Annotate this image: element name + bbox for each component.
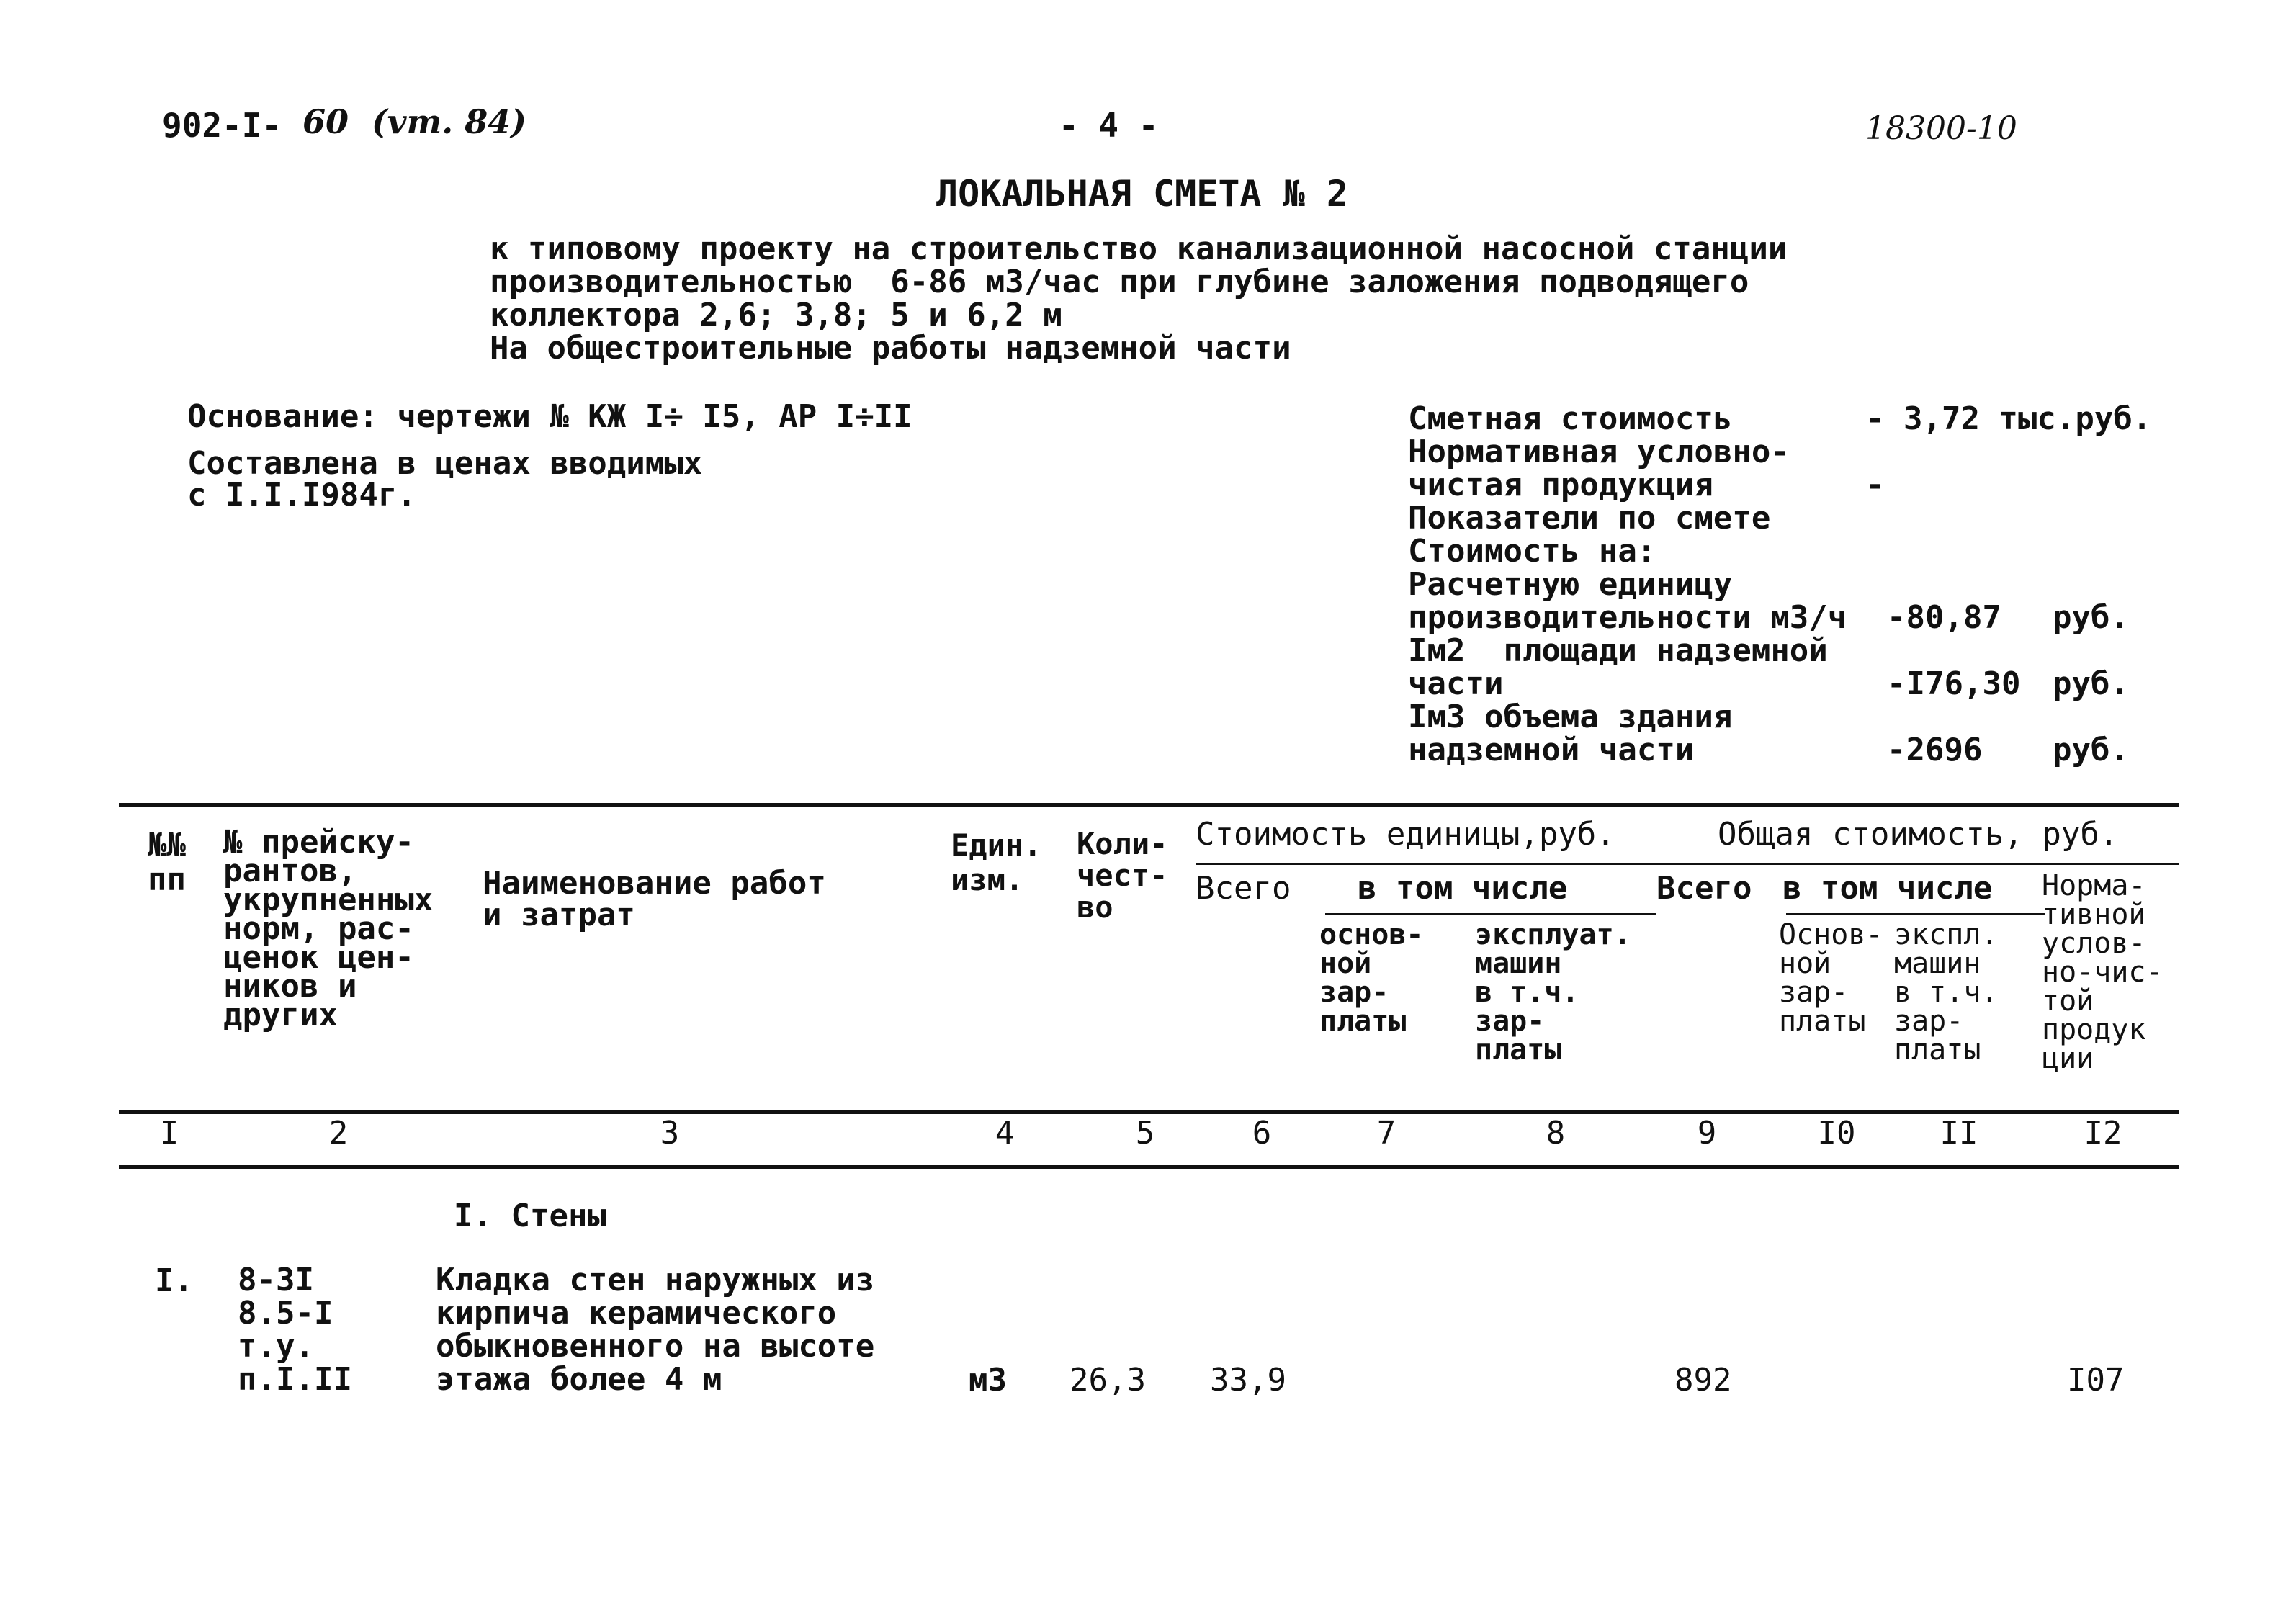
normative-label-1: Нормативная условно- <box>1408 434 1790 470</box>
header-total-cost-group: Общая стоимость, руб. <box>1718 816 2119 853</box>
title-line-4: На общестроительные работы надземной части <box>490 330 1291 367</box>
basis-prices-line-1: Составлена в ценах вводимых <box>187 445 703 482</box>
header-unit-cost-group: Стоимость единицы,руб. <box>1196 816 1615 853</box>
normative-value: - <box>1865 467 1885 503</box>
header-col-6: Всего <box>1196 870 1291 907</box>
column-number: 5 <box>1135 1115 1155 1152</box>
table-top-rule <box>119 803 2179 807</box>
sheet-number: 18300-10 <box>1865 110 2017 147</box>
row-price-code: 8-3I 8.5-I т.у. п.I.II <box>238 1262 352 1398</box>
column-number: 3 <box>660 1115 680 1152</box>
row-total-cost: 892 <box>1674 1362 1732 1399</box>
column-number: 4 <box>995 1115 1015 1152</box>
estimated-cost-label: Сметная стоимость <box>1408 400 1733 437</box>
section-title: I. Стены <box>454 1198 606 1234</box>
area-unit: руб. <box>2053 665 2129 702</box>
title-line-3: коллектора 2,6; 3,8; 5 и 6,2 м <box>490 297 1062 333</box>
column-number: 6 <box>1252 1115 1272 1152</box>
header-col-2: № прейску- рантов, укрупненных норм, рас- ценок цен- ников и других <box>223 824 434 1033</box>
cost-per-label: Стоимость на: <box>1408 533 1656 570</box>
title-line-2: производительностью 6-86 м3/час при глубине заложения подводящего <box>490 264 1749 300</box>
column-number: I0 <box>1817 1115 1856 1152</box>
estimated-cost-value: - 3,72 тыс.руб. <box>1865 400 2152 437</box>
header-col-4: Един. изм. <box>951 827 1042 897</box>
row-unit: м3 <box>969 1362 1007 1399</box>
unit-incl-rule <box>1325 913 1656 915</box>
header-col-5: Коли- чест- во <box>1077 826 1168 925</box>
row-work-name: Кладка стен наружных из кирпича керамического обыкновенного на высоте этажа более 4 м <box>436 1262 875 1398</box>
column-number: 9 <box>1697 1115 1717 1152</box>
header-col-8: эксплуат. машин в т.ч. зар- платы <box>1475 918 1631 1067</box>
header-bottom-rule <box>119 1110 2179 1114</box>
unit-capacity-unit: руб. <box>2053 599 2129 636</box>
page-number: - 4 - <box>1059 106 1159 145</box>
area-label-1: Iм2 площади надземной <box>1408 632 1828 669</box>
header-col-12: Норма- тивной услов- но-чис- той продук ции <box>2042 869 2163 1075</box>
area-label-2: части <box>1408 665 1504 702</box>
row-number: I. <box>155 1262 193 1299</box>
unit-capacity-value: -80,87 <box>1887 599 2001 636</box>
total-incl-rule <box>1786 913 2045 915</box>
column-number: I2 <box>2084 1115 2122 1152</box>
header-total-incl: в том числе <box>1782 870 1993 907</box>
document-code-handwritten: 60 (vm. 84) <box>302 102 527 141</box>
cost-group-rule <box>1196 863 2179 865</box>
header-col-9: Всего <box>1656 870 1752 907</box>
row-unit-total-cost: 33,9 <box>1210 1362 1286 1399</box>
header-col-1: №№ пп <box>148 827 186 898</box>
unit-capacity-label-1: Расчетную единицу <box>1408 566 1733 603</box>
page-title: ЛОКАЛЬНАЯ СМЕТА № 2 <box>936 173 1348 215</box>
row-quantity: 26,3 <box>1069 1362 1146 1399</box>
normative-label-2: чистая продукция <box>1408 467 1713 503</box>
document-code: 902-I- <box>162 106 282 145</box>
column-number: 2 <box>328 1115 349 1152</box>
header-col-3: Наименование работ и затрат <box>483 865 826 933</box>
basis-drawings: Основание: чертежи № КЖ I÷ I5, АР I÷II <box>187 398 912 435</box>
volume-label-2: надземной части <box>1408 732 1695 768</box>
unit-capacity-label-2: производительности м3/ч <box>1408 599 1847 636</box>
header-col-10: Основ- ной зар- платы <box>1779 918 1883 1038</box>
row-normative-value: I07 <box>2067 1362 2125 1399</box>
header-unit-incl: в том числе <box>1358 870 1568 907</box>
column-number: 7 <box>1376 1115 1396 1152</box>
basis-prices-line-2: с I.I.I984г. <box>187 477 416 513</box>
header-col-11: экспл. машин в т.ч. зар- платы <box>1894 918 1999 1067</box>
header-col-7: основ- ной зар- платы <box>1319 918 1424 1038</box>
title-line-1: к типовому проекту на строительство канализационной насосной станции <box>490 230 1788 267</box>
numbers-bottom-rule <box>119 1165 2179 1169</box>
volume-unit: руб. <box>2053 732 2129 768</box>
volume-label-1: Iм3 объема здания <box>1408 699 1733 735</box>
indicators-label: Показатели по смете <box>1408 500 1771 537</box>
column-number: II <box>1940 1115 1978 1152</box>
volume-value: -2696 <box>1887 732 1983 768</box>
column-number: 8 <box>1546 1115 1566 1152</box>
column-number: I <box>159 1115 179 1152</box>
area-value: -I76,30 <box>1887 665 2021 702</box>
